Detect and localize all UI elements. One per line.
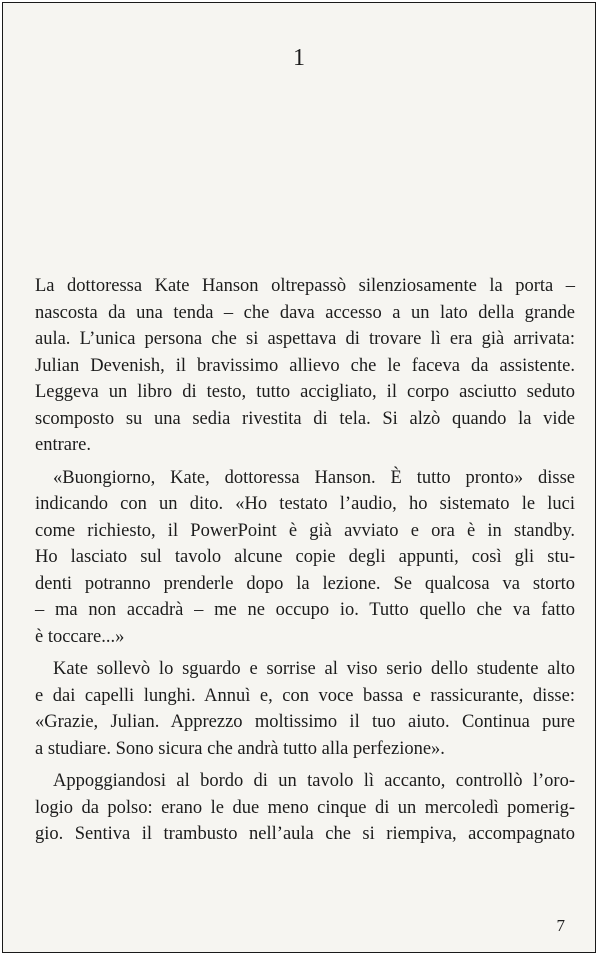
text-line: La dottoressa Kate Hanson oltrepassò silenziosamente la porta – [35, 276, 575, 296]
text-line: – ma non accadrà – me ne occupo io. Tutto quello che va fatto [35, 600, 575, 620]
text-line: Leggeva un libro di testo, tutto accigliato, il corpo asciutto seduto [35, 382, 575, 402]
text-line: è toccare...» [35, 626, 125, 647]
text-line: Ho lasciato sul tavolo alcune copie degli appunti, così gli stu- [35, 547, 575, 567]
text-line: Appoggiandosi al bordo di un tavolo lì accanto, controllò l’oro- [53, 771, 575, 791]
text-line: aula. L’unica persona che si aspettava di trovare lì era già arrivata: [35, 329, 575, 349]
page-number: 7 [556, 916, 565, 935]
text-line: nascosta da una tenda – che dava accesso a un lato della grande [35, 302, 575, 323]
text-line: entrare. [35, 435, 91, 455]
text-line: a studiare. Sono sicura che andrà tutto alla perfezione». [35, 738, 445, 759]
chapter-number: 1 [293, 45, 305, 71]
text-line: Julian Devenish, il bravissimo allievo che le faceva da assistente. [35, 355, 575, 376]
body-text [35, 273, 575, 854]
book-page [2, 2, 596, 953]
text-line: gio. Sentiva il trambusto nell’aula che si riempiva, accompagnato [35, 824, 575, 844]
text-line: logio da polso: erano le due meno cinque di un mercoledì pomerig- [35, 797, 575, 818]
text-line: come richiesto, il PowerPoint è già avviato e ora è in standby. [35, 520, 575, 541]
text-line: «Grazie, Julian. Apprezzo moltissimo il tuo aiuto. Continua pure [35, 712, 575, 732]
text-line: scomposto su una sedia rivestita di tela. Si alzò quando la vide [35, 408, 575, 429]
paragraph [35, 273, 575, 459]
text-line: denti potranno prenderle dopo la lezione. Se qualcosa va storto [35, 573, 575, 594]
paragraph [35, 768, 575, 848]
paragraph [35, 465, 575, 651]
text-line: e dai capelli lunghi. Annuì e, con voce bassa e rassicurante, disse: [35, 685, 575, 706]
text-line: indicando con un dito. «Ho testato l’audio, ho sistemato le luci [35, 494, 575, 514]
text-line: Kate sollevò lo sguardo e sorrise al viso serio dello studente alto [53, 659, 575, 679]
text-line: «Buongiorno, Kate, dottoressa Hanson. È tutto pronto» disse [53, 467, 575, 488]
paragraph [35, 656, 575, 762]
